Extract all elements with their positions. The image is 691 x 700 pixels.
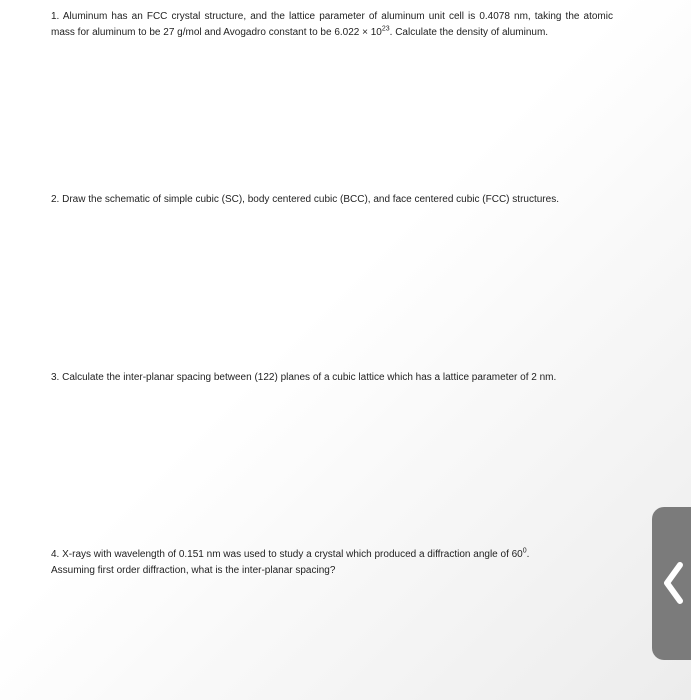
previous-page-button[interactable] (652, 507, 691, 660)
question-3-text: 3. Calculate the inter-planar spacing between (122) planes of a cubic lattice which has a lattice parameter of 2 nm. (51, 372, 557, 383)
question-1 (51, 9, 613, 41)
question-1-text-end: . Calculate the density of aluminum. (389, 27, 549, 38)
question-1-text: 1. Aluminum has an FCC crystal structure, and the lattice parameter of aluminum unit cell is 0.4078 nm, taking the atomic mass for aluminum to be 27 g/mol and Avogadro constant to be 6.022 × 10 (51, 11, 613, 38)
question-3 (51, 370, 613, 386)
chevron-left-icon (661, 559, 685, 607)
question-2 (51, 192, 613, 208)
question-1-exponent: 23 (381, 25, 390, 33)
question-4-text-end: . (526, 549, 530, 560)
question-4-text: 4. X-rays with wavelength of 0.151 nm was used to study a crystal which produced a diffraction angle of 60 (51, 549, 523, 560)
question-4-degree: 0 (522, 547, 527, 555)
question-4 (51, 547, 613, 579)
question-2-text: 2. Draw the schematic of simple cubic (SC), body centered cubic (BCC), and face centered cubic (FCC) structures. (51, 194, 559, 205)
question-4-line-2: Assuming first order diffraction, what is the inter-planar spacing? (51, 565, 336, 576)
